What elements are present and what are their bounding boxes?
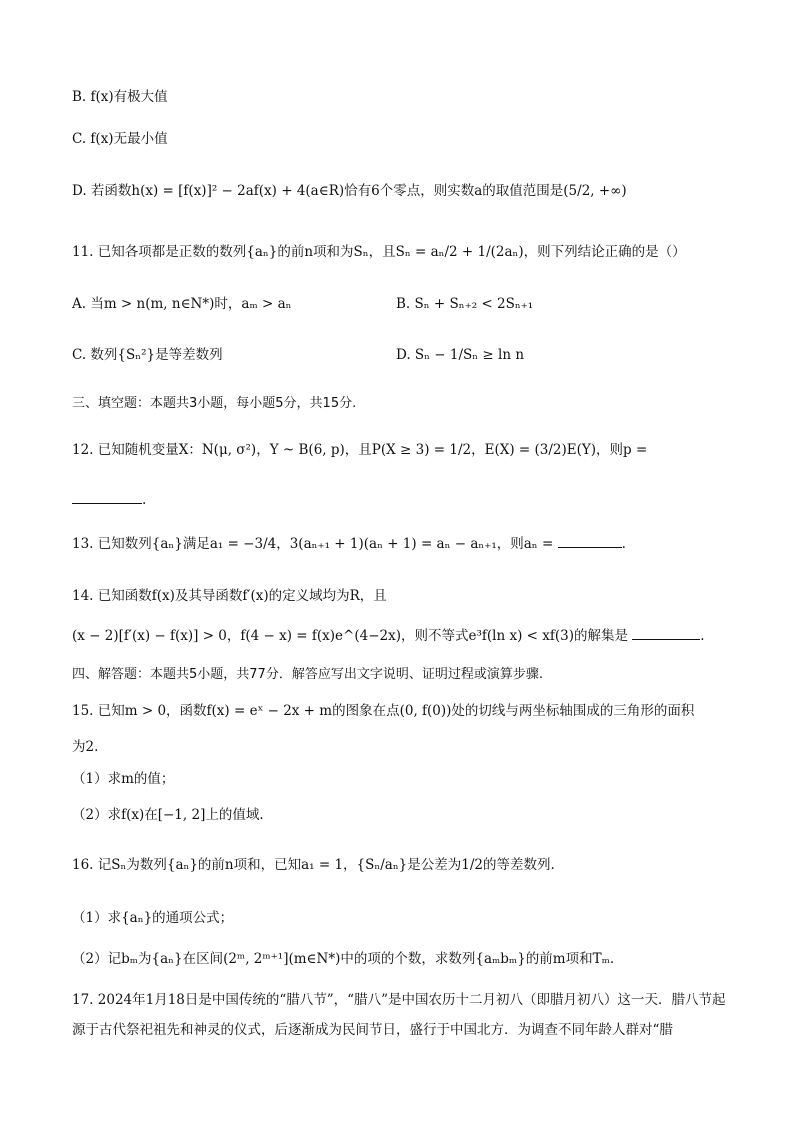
answer-blank[interactable] [72,489,142,504]
question-13: 13. 已知数列{aₙ}满足a₁ = −3/4，3(aₙ₊₁ + 1)(aₙ + 1) = aₙ − aₙ₊₁，则aₙ = . [72,533,732,555]
question-11: 11. 已知各项都是正数的数列{aₙ}的前n项和为Sₙ，且Sₙ = aₙ/2 + 1/(2aₙ)，则下列结论正确的是（） [72,244,686,260]
answer-blank[interactable] [558,533,622,548]
question-11-option-a: A. 当m > n(m, n∈N*)时，aₘ > aₙ [72,296,292,312]
option-c: C. f(x)无最小值 [72,131,168,147]
option-b: B. f(x)有极大值 [72,89,168,105]
question-11-option-b: B. Sₙ + Sₙ₊₂ < 2Sₙ₊₁ [396,296,534,312]
question-11-option-c: C. 数列{Sₙ²}是等差数列 [72,347,223,363]
section-4-heading: 四、解答题：本题共5小题，共77分．解答应写出文字说明、证明过程或演算步骤. [72,667,543,682]
question-17: 17. 2024年1月18日是中国传统的“腊八节”，“腊八”是中国农历十二月初八（即腊月初八）这一天．腊八节起源于古代祭祀祖先和神灵的仪式，后逐渐成为民间节日，盛行于中国北方．为调查不同年龄人群对“腊 [72,992,726,1038]
question-12-answer-line: . [72,489,732,511]
question-14-condition: (x − 2)[f′(x) − f(x)] > 0，f(4 − x) = f(x)e^(4−2x)，则不等式e³f(ln x) < xf(3)的解集是 . [72,625,732,647]
question-16-part-1: （1）求{aₙ}的通项公式； [72,910,234,926]
question-14: 14. 已知函数f(x)及其导函数f′(x)的定义域均为R，且 [72,588,387,604]
question-15-cont: 为2. [72,739,99,755]
option-d: D. 若函数h(x) = [f(x)]² − 2af(x) + 4(a∈R)恰有6个零点，则实数a的取值范围是(5/2, +∞) [72,183,627,199]
question-11-option-d: D. Sₙ − 1/Sₙ ≥ ln n [396,347,525,363]
question-16-part-2: （2）记bₘ为{aₙ}在区间(2ᵐ, 2ᵐ⁺¹](m∈N*)中的项的个数，求数列{aₘbₘ}的前m项和Tₘ. [72,951,615,967]
question-15-part-2: （2）求f(x)在[−1, 2]上的值域. [72,807,264,823]
question-15: 15. 已知m > 0，函数f(x) = eˣ − 2x + m的图象在点(0, f(0))处的切线与两坐标轴围成的三角形的面积 [72,703,695,719]
question-12: 12. 已知随机变量X：N(μ, σ²)，Y ~ B(6, p)，且P(X ≥ 3) = 1/2，E(X) = (3/2)E(Y)，则p = [72,442,648,458]
question-15-part-1: （1）求m的值； [72,771,175,787]
answer-blank[interactable] [632,625,700,640]
question-16: 16. 记Sₙ为数列{aₙ}的前n项和，已知a₁ = 1，{Sₙ/aₙ}是公差为1/2的等差数列. [72,857,555,873]
section-3-heading: 三、填空题：本题共3小题，每小题5分，共15分. [72,396,357,411]
